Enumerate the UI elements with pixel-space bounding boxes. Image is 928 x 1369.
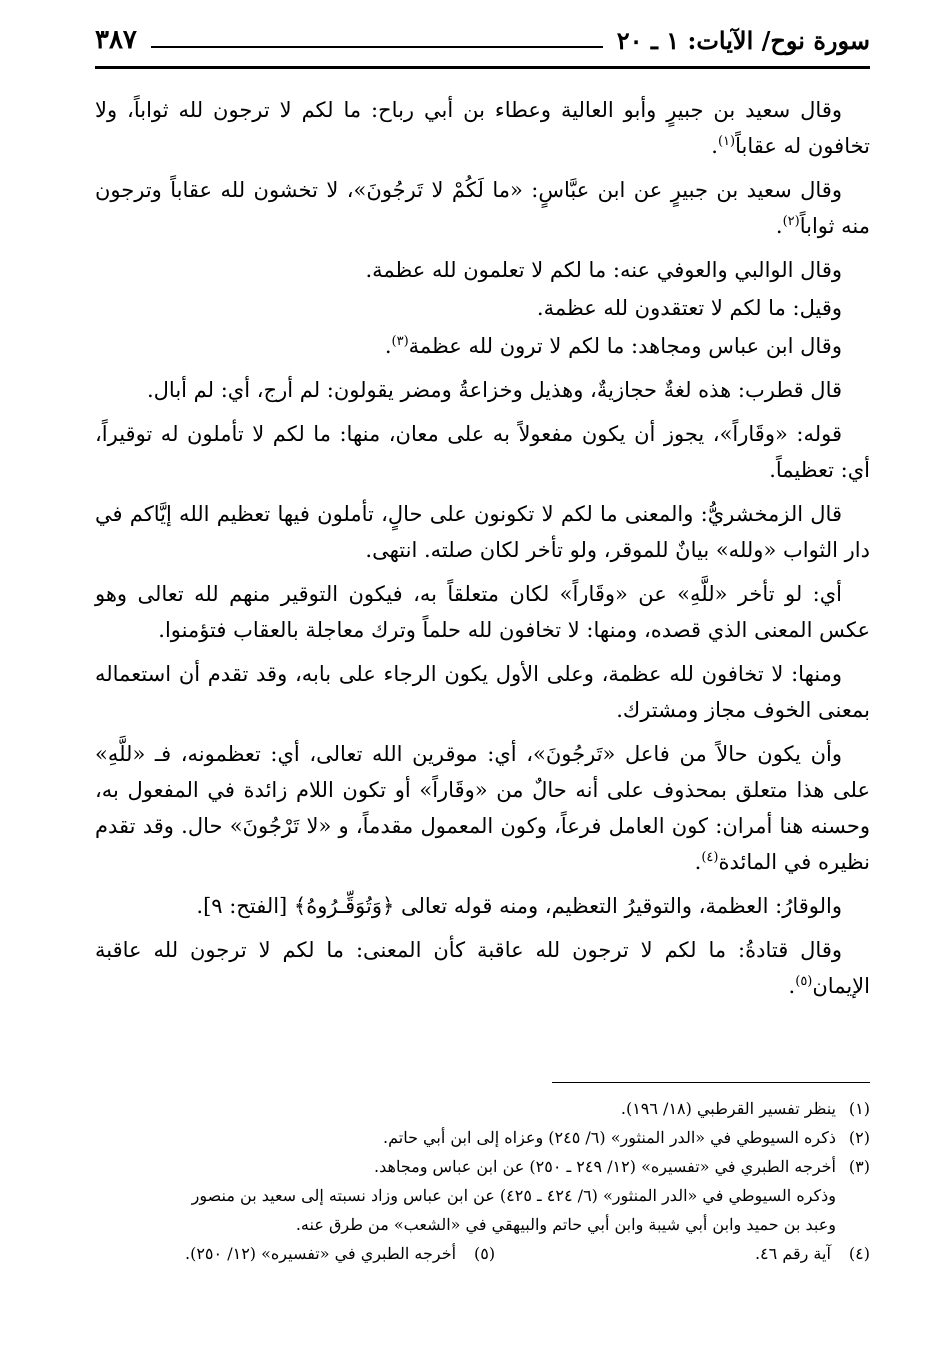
paragraph-text: والوقارُ: العظمة، والتوقيرُ التعظيم، ومنه قوله تعالى ﴿وَتُوَقِّـرُوهُ﴾ [الفتح: ٩]. bbox=[196, 894, 842, 918]
paragraph-text: قال الزمخشريُّ: والمعنى ما لكم لا تكونون على حالٍ، تأملون فيها تعظيم الله إيَّاكم في دار الثواب «ولله» بيانٌ للموقر، ولو تأخر لكان صلته. انتهى. bbox=[95, 502, 870, 562]
footnote-separator bbox=[552, 1082, 870, 1083]
paragraph-text: قال قطرب: هذه لغةٌ حجازيةٌ، وهذيل وخزاعةُ ومضر يقولون: لم أرج، أي: لم أبال. bbox=[147, 378, 842, 402]
paragraph bbox=[95, 576, 870, 648]
footnote-5: (٥) أخرجه الطبري في «تفسيره» (١٢/ ٢٥٠). bbox=[185, 1244, 496, 1263]
paragraph-text: وقال الوالبي والعوفي عنه: ما لكم لا تعلمون لله عظمة. bbox=[365, 258, 842, 282]
footnote-text: ذكره السيوطي في «الدر المنثور» (٦/ ٢٤٥) وعزاه إلى ابن أبي حاتم. bbox=[383, 1128, 836, 1147]
paragraph-text: وقال سعيد بن جبيرٍ عن ابن عبَّاسٍ: «ما لَكُمْ لا تَرجُونَ»، لا تخشون لله عقاباً وترجون منه ثواباً bbox=[95, 178, 870, 238]
footnote-reference[interactable]: (١) bbox=[717, 134, 736, 149]
paragraph-text: قوله: «وقَاراً»، يجوز أن يكون مفعولاً به على معان، منها: ما لكم لا تأملون له توقيراً، أي: تعظيماً. bbox=[95, 422, 870, 482]
page-number: ٣٨٧ bbox=[95, 25, 137, 55]
paragraph-tail: . bbox=[694, 850, 702, 874]
footnotes bbox=[95, 1094, 870, 1268]
footnote-list bbox=[95, 1094, 870, 1181]
paragraph bbox=[95, 932, 870, 1004]
paragraph bbox=[95, 252, 870, 288]
paragraph bbox=[95, 172, 870, 244]
paragraph bbox=[95, 290, 870, 326]
paragraph bbox=[95, 736, 870, 880]
page-header bbox=[95, 18, 870, 62]
footnote-continuation-1: وذكره السيوطي في «الدر المنثور» (٦/ ٤٢٤ ـ ٤٢٥) عن ابن عباس وزاد نسبته إلى سعيد بن منصور bbox=[191, 1186, 836, 1205]
footnote-text: ينظر تفسير القرطبي (١٨/ ١٩٦). bbox=[620, 1099, 836, 1118]
header-rule bbox=[95, 66, 870, 69]
paragraph-text: وقال سعيد بن جبيرٍ وأبو العالية وعطاء بن أبي رباح: ما لكم لا ترجون لله ثواباً، ولا تخافون له عقاباً bbox=[95, 98, 870, 158]
paragraph-text: وقيل: ما لكم لا تعتقدون لله عظمة. bbox=[536, 296, 842, 320]
header-line bbox=[151, 46, 603, 48]
paragraph bbox=[95, 416, 870, 488]
footnote-4: (٤) آية رقم ٤٦. bbox=[754, 1244, 870, 1263]
main-text bbox=[95, 92, 870, 1012]
footnote-continuation-2: وعبد بن حميد وابن أبي شيبة وابن أبي حاتم والبيهقي في «الشعب» من طرق عنه. bbox=[295, 1215, 836, 1234]
paragraph bbox=[95, 656, 870, 728]
paragraph bbox=[95, 888, 870, 924]
paragraph bbox=[95, 372, 870, 408]
paragraph-text: أي: لو تأخر «للَّهِ» عن «وقَاراً» لكان متعلقاً به، فيكون التوقير منهم لله تعالى وهو عكس المعنى الذي قصده، ومنها: لا تخافون لله حلماً وترك معاجلة بالعقاب فتؤمنوا. bbox=[95, 582, 870, 642]
footnote-reference[interactable]: (٥) bbox=[795, 974, 813, 989]
footnote-reference[interactable]: (٣) bbox=[391, 334, 409, 349]
paragraph-tail: . bbox=[788, 974, 796, 998]
footnote-reference[interactable]: (٢) bbox=[782, 214, 800, 229]
footnote-number: (٢) bbox=[848, 1128, 870, 1147]
paragraph bbox=[95, 328, 870, 364]
paragraph bbox=[95, 496, 870, 568]
paragraph-text: وقال قتادةُ: ما لكم لا ترجون لله عاقبة كأن المعنى: ما لكم لا ترجون لله عاقبة الإيمان bbox=[95, 938, 870, 998]
paragraph-text: وقال ابن عباس ومجاهد: ما لكم لا ترون لله عظمة bbox=[408, 334, 842, 358]
running-title: سورة نوح/ الآيات: ١ ـ ٢٠ bbox=[616, 25, 870, 55]
paragraph bbox=[95, 92, 870, 164]
footnote bbox=[95, 1094, 870, 1123]
footnote-row-last bbox=[95, 1239, 870, 1268]
paragraph-text: وأن يكون حالاً من فاعل «تَرجُونَ»، أي: موقرين الله تعالى، أي: تعظمونه، فـ «للَّهِ» على هذا متعلق بمحذوف على أنه حالٌ من «وقَاراً» أو تكون اللام زائدة في المفعول به، وحسنه هنا أمران: كون العامل فرعاً، وكون المعمول مقدماً، و «لا تَرْجُونَ» حال. وقد تقدم نظيره في المائدة bbox=[95, 742, 870, 874]
footnote-text: أخرجه الطبري في «تفسيره» (١٢/ ٢٤٩ ـ ٢٥٠) عن ابن عباس ومجاهد. bbox=[374, 1157, 836, 1176]
paragraph-text: ومنها: لا تخافون لله عظمة، وعلى الأول يكون الرجاء على بابه، وقد تقدم أن استعماله بمعنى الخوف مجاز ومشترك. bbox=[95, 662, 870, 722]
footnote-reference[interactable]: (٤) bbox=[701, 850, 719, 865]
footnote-number: (٣) bbox=[848, 1157, 870, 1176]
paragraph-tail: . bbox=[775, 214, 783, 238]
footnote bbox=[95, 1123, 870, 1152]
footnote bbox=[95, 1152, 870, 1181]
paragraph-tail: . bbox=[384, 334, 392, 358]
footnote-number: (١) bbox=[848, 1099, 870, 1118]
paragraph-tail: . bbox=[711, 134, 718, 158]
